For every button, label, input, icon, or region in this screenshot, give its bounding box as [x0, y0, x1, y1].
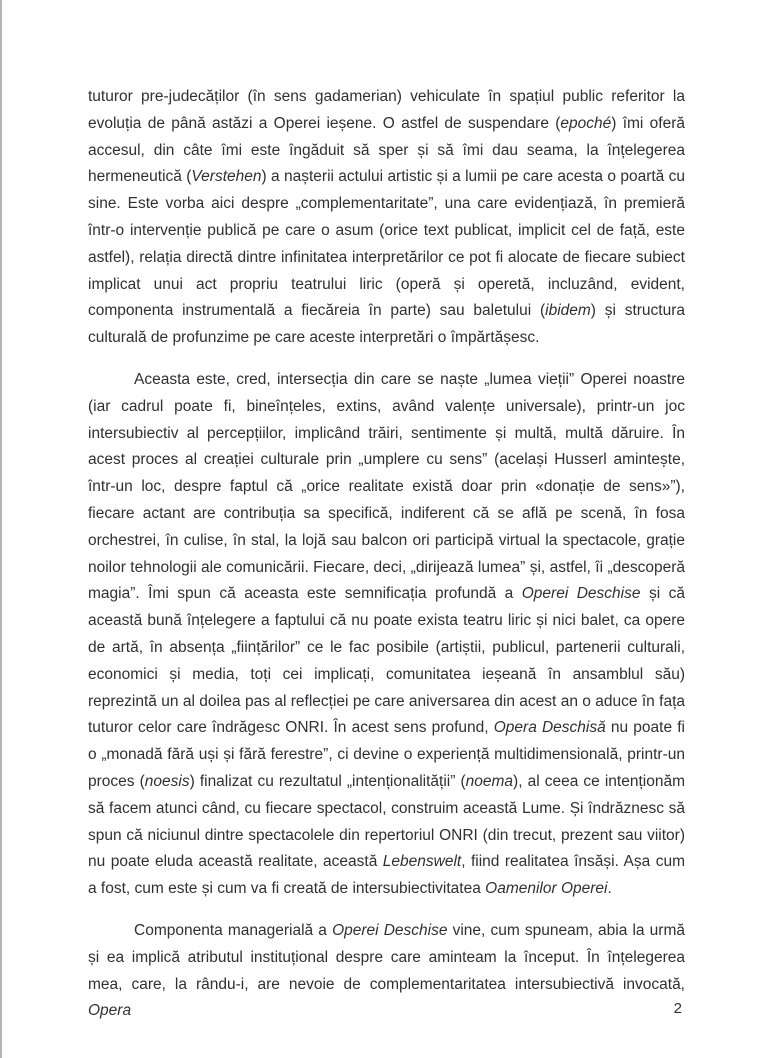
italic-term: ibidem: [545, 302, 591, 320]
text-run: vine, cum spuneam, abia la urmă și ea implică atributul instituțional despre care aminteam la început. În înțelegerea mea, care, la rându-i, are nevoie de complementaritatea intersubiectivă invocată,: [88, 921, 685, 993]
paragraph: [88, 918, 685, 1025]
italic-term: Opera Deschisă: [493, 719, 606, 737]
text-run: Componenta managerială a: [134, 921, 333, 939]
text-run: ) finalizat cu rezultatul „intenționalității” (: [189, 772, 466, 790]
page-number: 2: [673, 1000, 682, 1017]
italic-term: Operei Deschise: [521, 585, 641, 603]
italic-term: noesis: [144, 772, 190, 790]
page-text: [88, 84, 685, 1040]
italic-term: noema: [465, 772, 514, 790]
paragraph: [88, 367, 685, 903]
text-run: ) a nașterii actului artistic și a lumii pe care acesta o poartă cu sine. Este vorba aici despre „complementaritate”, una care evidențiază, în premieră într-o intervenție publică pe care o asum (orice text publicat, implicit cel de față, este astfel), relația directă dintre infinitatea interpretărilor ce pot fi alocate de fiecare subiect implicat unui act propriu teatrului liric (operă și operetă, incluzând, evident, componenta instrumentală a fiecăreia în parte) sau baletului (: [88, 168, 685, 320]
italic-term: Operei Deschise: [332, 921, 448, 939]
text-run: tuturor pre-judecăților (în sens gadamerian) vehiculate în spațiul public referitor la evoluția de până astăzi a Operei ieșene. O astfel de suspendare (: [88, 88, 685, 132]
text-run: și că această bună înțelegere a faptului că nu poate exista teatru liric și nici balet, ca opere de artă, în absența „ființărilor” ce le fac posibile (artiștii, publicul, partenerii culturali, economici și media, toți cei implicați, comunitatea ieșeană în ansamblul său) reprezintă un al doilea pas al reflecției pe care aniversarea din acest an o aduce în fața tuturor celor care îndrăgesc ONRI. În acest sens profund,: [88, 585, 685, 737]
paragraph: [88, 84, 685, 352]
italic-term: Opera: [88, 1002, 132, 1020]
text-run: ) îmi oferă accesul, din câte îmi este îngăduit să sper și să îmi dau seama, la înțelegerea hermeneutică (: [88, 114, 685, 186]
scan-edge-line: [0, 0, 2, 1058]
italic-term: Lebenswelt: [382, 853, 462, 871]
italic-term: Verstehen: [191, 168, 262, 186]
text-run: ) și structura culturală de profunzime pe care aceste interpretări o împărtășesc.: [88, 302, 686, 347]
text-run: ), al ceea ce intenționăm să facem atunci când, cu fiecare spectacol, construim această Lume. Și îndrăznesc să spun că niciunul dintre spectacolele din repertoriul ONRI (din trecut, prezent sau viitor) nu poate eluda această realitate, această: [88, 772, 685, 871]
text-run: .: [607, 880, 612, 898]
text-run: Aceasta este, cred, intersecția din care se naște „lumea vieții” Operei noastre (iar cadrul poate fi, bineînțeles, extins, având valențe universale), printr-un joc intersubiectiv al percepțiilor, implicând trăiri, sentimente și multă, multă dăruire. În acest proces al creației culturale prin „umplere cu sens” (același Husserl amintește, într-un loc, despre faptul că „orice realitate există doar prin «donație de sens»”), fiecare actant are contribuția sa specifică, indiferent că se află pe scenă, în fosa orchestrei, în culise, în stal, la lojă sau balcon ori participă virtual la spectacole, grație noilor tehnologii ale comunicării. Fiecare, deci, „dirijează lumea” și, astfel, îi „descoperă magia”. Îmi spun că aceasta este semnificația profundă a: [88, 370, 685, 603]
italic-term: epoché: [560, 114, 612, 132]
italic-term: Oamenilor Operei: [485, 880, 608, 898]
text-run: , fiind realitatea însăși. Așa cum a fost, cum este și cum va fi creată de intersubiectivitatea: [88, 853, 685, 898]
text-run: nu poate fi o „monadă fără uși și fără ferestre”, ci devine o experiență multidimensională, printr-un proces (: [88, 719, 685, 790]
